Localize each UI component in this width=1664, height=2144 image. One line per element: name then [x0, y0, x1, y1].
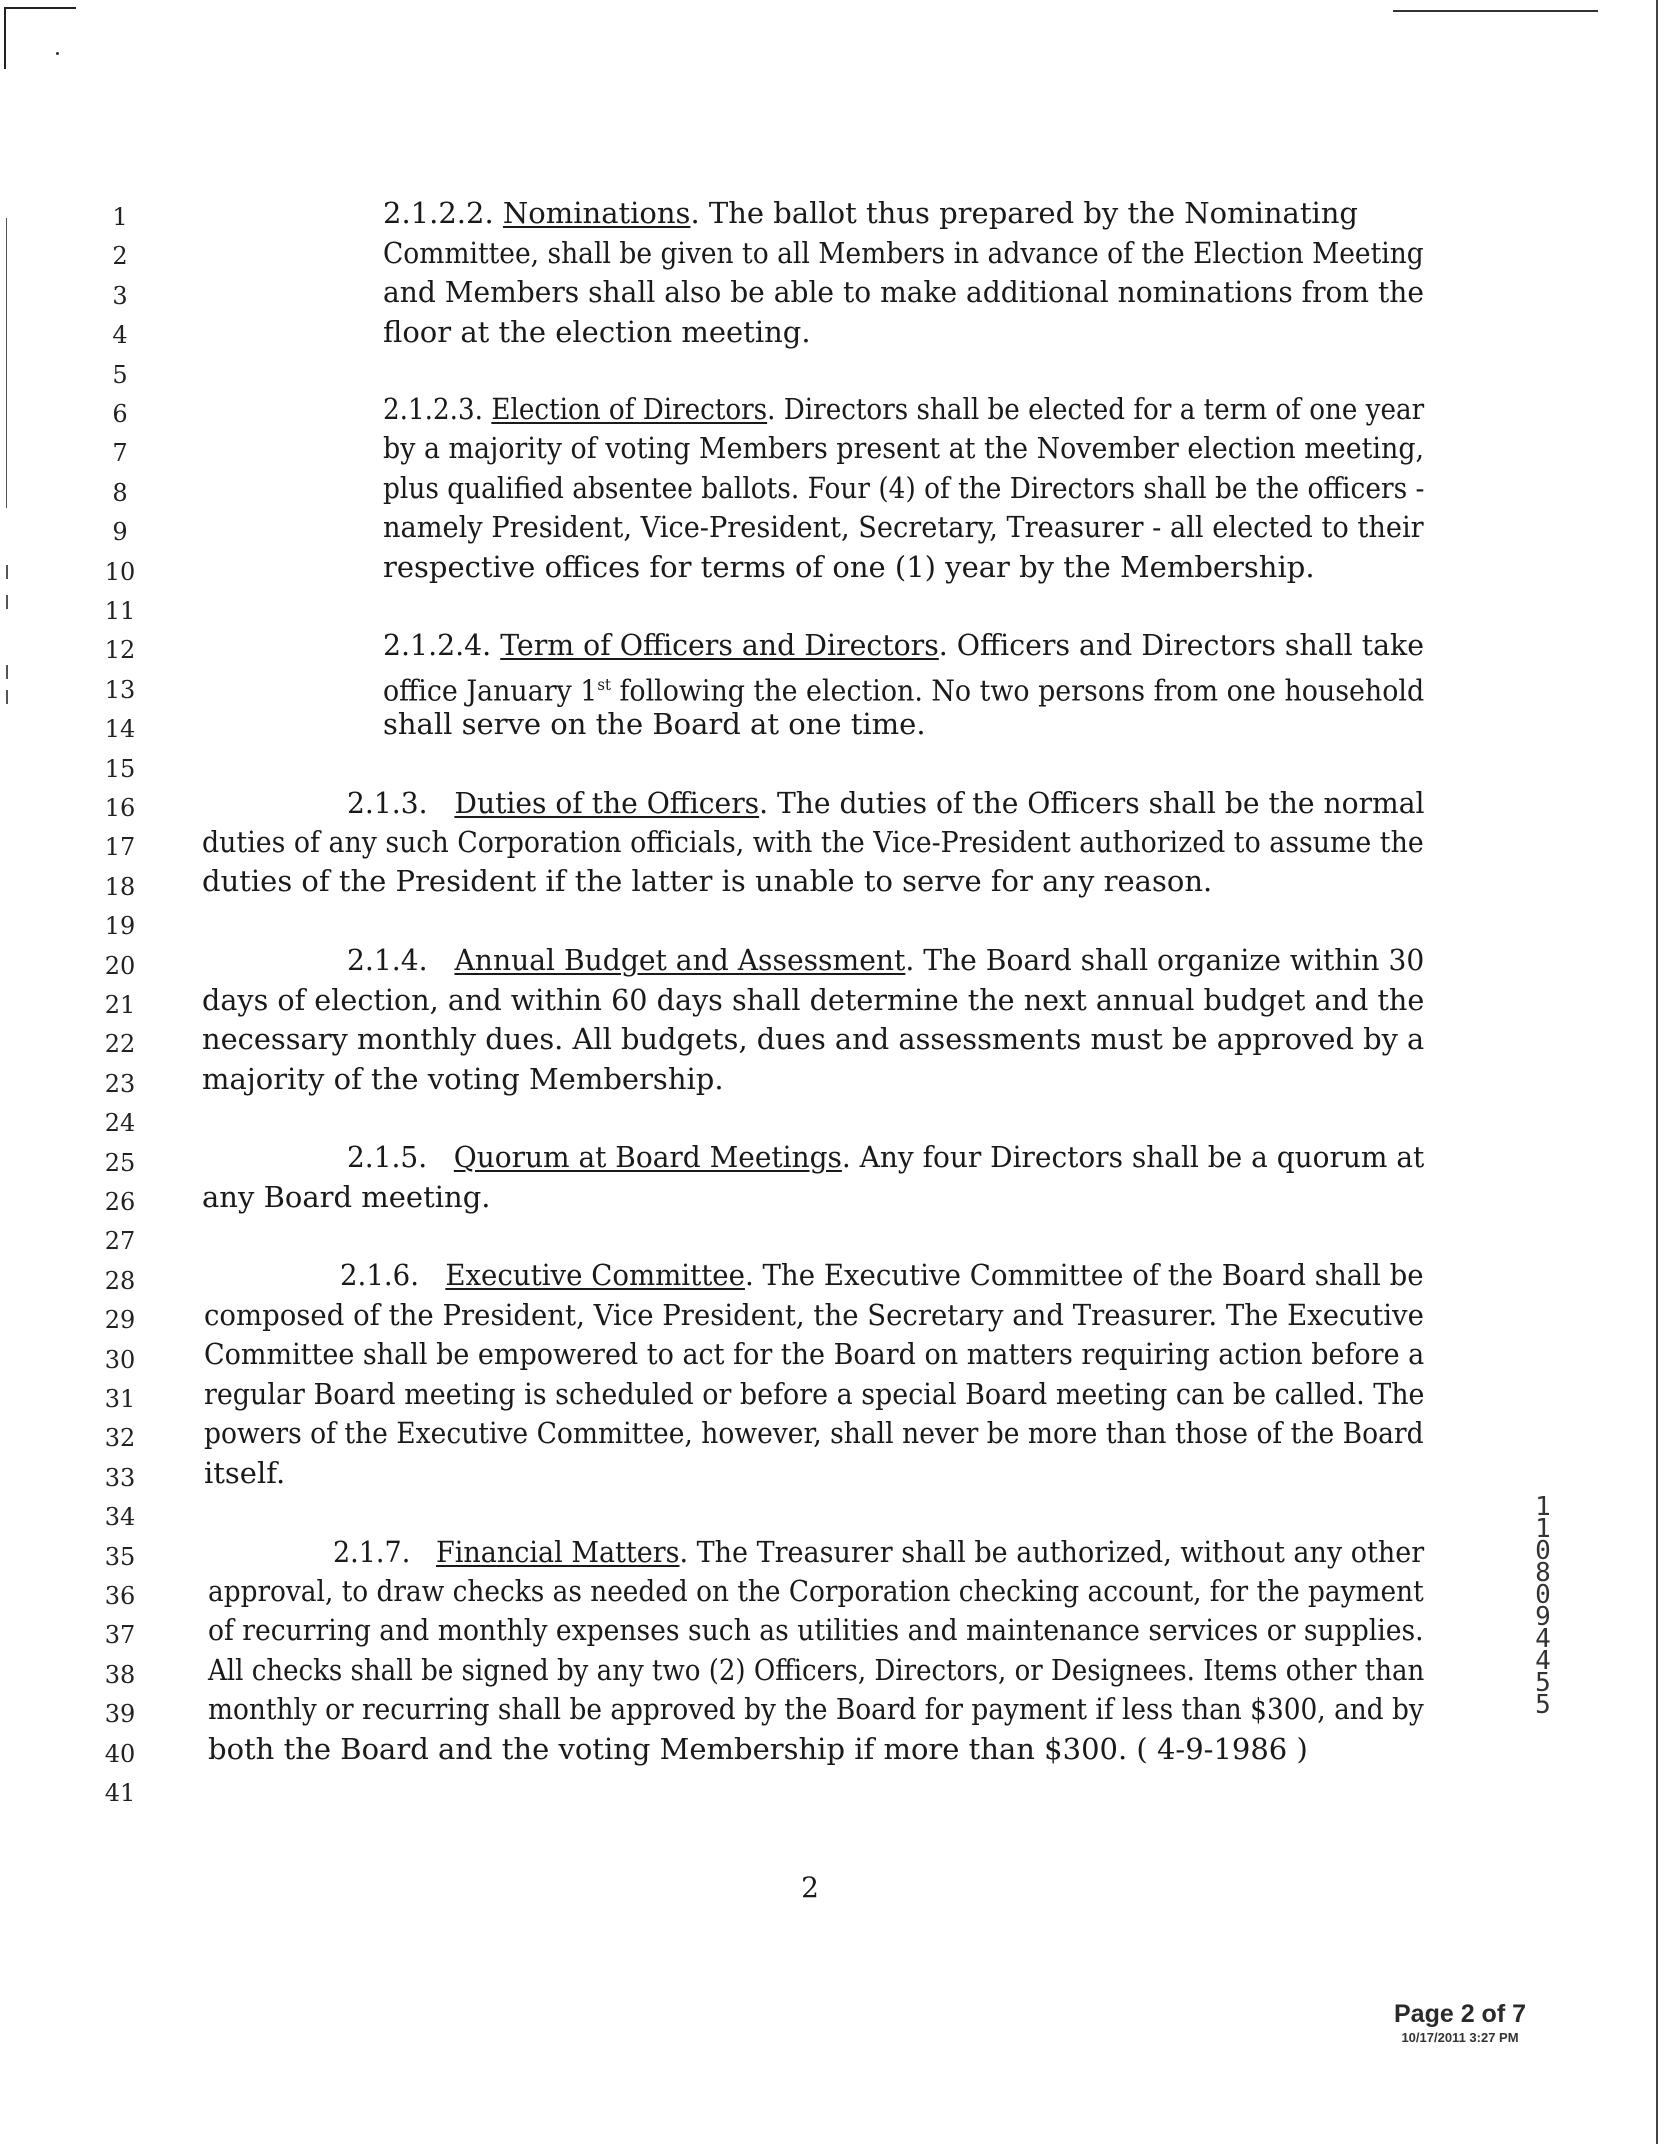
section-2-1-3-line: duties of the President if the latter is unable to serve for any reason. [202, 864, 1213, 898]
line-number: 39 [104, 1700, 136, 1728]
right-border [1656, 0, 1658, 2144]
section-2-1-2-4-line: office January 1st following the election. No two persons from one household [383, 673, 1425, 708]
section-2-1-7-line: approval, to draw checks as needed on the Corporation checking account, for the payment [208, 1574, 1424, 1608]
section-heading: Term of Officers and Directors [500, 628, 939, 662]
line-number: 36 [104, 1582, 136, 1610]
line-number: 2 [112, 242, 128, 270]
line-number: 27 [104, 1227, 136, 1255]
section-heading: Quorum at Board Meetings [453, 1140, 842, 1174]
footer-page-label: Page 2 of 7 [1394, 2000, 1526, 2028]
line-number: 4 [112, 321, 128, 349]
section-2-1-7-line: monthly or recurring shall be approved by the Board for payment if less than $300, and by [208, 1692, 1424, 1726]
section-2-1-4-line: necessary monthly dues. All budgets, dues and assessments must be approved by a [202, 1022, 1425, 1056]
line-number: 17 [104, 833, 136, 861]
section-heading: Annual Budget and Assessment [454, 943, 906, 977]
section-2-1-6-line: powers of the Executive Committee, however, shall never be more than those of the Board [204, 1416, 1424, 1450]
line-number: 5 [112, 361, 128, 389]
section-2-1-2-3-line: by a majority of voting Members present at the November election meeting, [383, 431, 1425, 465]
line-number: 25 [104, 1149, 136, 1177]
line-number: 41 [104, 1779, 136, 1807]
line-number: 18 [104, 873, 136, 901]
line-number: 8 [112, 479, 128, 507]
top-rule [1393, 10, 1598, 12]
line-number: 12 [104, 636, 136, 664]
line-number: 28 [104, 1267, 136, 1295]
line-number: 22 [104, 1030, 136, 1058]
section-2-1-2-3-line: namely President, Vice-President, Secretary, Treasurer - all elected to their [383, 510, 1424, 544]
line-number: 35 [104, 1543, 136, 1571]
section-2-1-2-4-line: shall serve on the Board at one time. [383, 707, 926, 741]
section-2-1-3-line: 2.1.3. Duties of the Officers. The duties of the Officers shall be the normal [347, 786, 1425, 820]
section-2-1-5-line: any Board meeting. [202, 1180, 491, 1214]
left-margin-tick [6, 565, 8, 579]
section-2-1-4-line: days of election, and within 60 days shall determine the next annual budget and the [202, 983, 1425, 1017]
section-2-1-2-2-line: 2.1.2.2. Nominations. The ballot thus prepared by the Nominating [383, 196, 1358, 230]
section-2-1-2-3-line: respective offices for terms of one (1) year by the Membership. [383, 550, 1315, 584]
left-margin-rule [6, 218, 7, 508]
section-heading: Nominations [502, 196, 691, 230]
line-number: 23 [104, 1070, 136, 1098]
line-number: 21 [104, 991, 136, 1019]
section-2-1-7-line: both the Board and the voting Membership if more than $300. ( 4-9-1986 ) [208, 1732, 1308, 1766]
section-2-1-2-2-line: Committee, shall be given to all Members in advance of the Election Meeting [383, 236, 1424, 270]
section-2-1-7-line: of recurring and monthly expenses such as utilities and maintenance services or supplies. [208, 1613, 1424, 1647]
section-2-1-7-line: 2.1.7. Financial Matters. The Treasurer shall be authorized, without any other [333, 1535, 1425, 1569]
line-number: 3 [112, 282, 128, 310]
line-number: 37 [104, 1621, 136, 1649]
section-2-1-5-line: 2.1.5. Quorum at Board Meetings. Any four Directors shall be a quorum at [347, 1140, 1425, 1174]
section-2-1-2-3-line: 2.1.2.3. Election of Directors. Directors shall be elected for a term of one year [383, 392, 1425, 426]
line-number: 9 [112, 518, 128, 546]
line-number: 6 [112, 400, 128, 428]
section-heading: Election of Directors [491, 392, 768, 426]
line-number: 30 [104, 1346, 136, 1374]
section-2-1-4-line: majority of the voting Membership. [202, 1062, 724, 1096]
section-2-1-3-line: duties of any such Corporation officials, with the Vice-President authorized to assume the [202, 825, 1424, 859]
line-number: 34 [104, 1503, 136, 1531]
line-number: 40 [104, 1740, 136, 1768]
left-margin-tick [6, 665, 8, 679]
scan-frame-corner [4, 7, 76, 69]
section-2-1-2-2-line: and Members shall also be able to make additional nominations from the [383, 275, 1424, 309]
line-number: 31 [104, 1385, 136, 1413]
page-number: 2 [801, 1871, 819, 1904]
line-number: 20 [104, 952, 136, 980]
line-number: 38 [104, 1661, 136, 1689]
line-number: 33 [104, 1464, 136, 1492]
section-2-1-2-3-line: plus qualified absentee ballots. Four (4) of the Directors shall be the officers - [383, 471, 1425, 505]
line-number: 1 [112, 203, 128, 231]
left-margin-tick [6, 595, 8, 609]
line-number: 14 [104, 715, 136, 743]
section-2-1-7-line: All checks shall be signed by any two (2) Officers, Directors, or Designees. Items other than [208, 1653, 1425, 1687]
section-2-1-6-line: itself. [204, 1456, 286, 1490]
left-margin-tick [6, 690, 8, 704]
section-2-1-6-line: 2.1.6. Executive Committee. The Executive Committee of the Board shall be [340, 1258, 1424, 1292]
section-2-1-6-line: composed of the President, Vice President, the Secretary and Treasurer. The Executive [204, 1298, 1424, 1332]
line-number: 19 [104, 912, 136, 940]
section-2-1-4-line: 2.1.4. Annual Budget and Assessment. The Board shall organize within 30 [347, 943, 1425, 977]
scan-dot [56, 52, 59, 55]
line-number: 11 [104, 597, 136, 625]
line-number: 10 [104, 558, 136, 586]
section-2-1-6-line: Committee shall be empowered to act for the Board on matters requiring action before a [204, 1337, 1425, 1371]
line-number: 29 [104, 1306, 136, 1334]
line-number: 13 [104, 676, 136, 704]
section-2-1-2-2-line: floor at the election meeting. [383, 315, 811, 349]
section-heading: Financial Matters [436, 1535, 680, 1569]
side-stamp: 1108094455 [1535, 1492, 1551, 1720]
line-number: 7 [112, 439, 128, 467]
line-number: 15 [104, 755, 136, 783]
section-heading: Executive Committee [445, 1258, 745, 1292]
line-number: 32 [104, 1424, 136, 1452]
section-2-1-2-4-line: 2.1.2.4. Term of Officers and Directors. Officers and Directors shall take [383, 628, 1424, 662]
line-number: 24 [104, 1109, 136, 1137]
line-number: 16 [104, 794, 136, 822]
footer-timestamp: 10/17/2011 3:27 PM [1401, 2030, 1519, 2045]
line-number: 26 [104, 1188, 136, 1216]
section-heading: Duties of the Officers [454, 786, 760, 820]
section-2-1-6-line: regular Board meeting is scheduled or before a special Board meeting can be called. The [204, 1377, 1425, 1411]
